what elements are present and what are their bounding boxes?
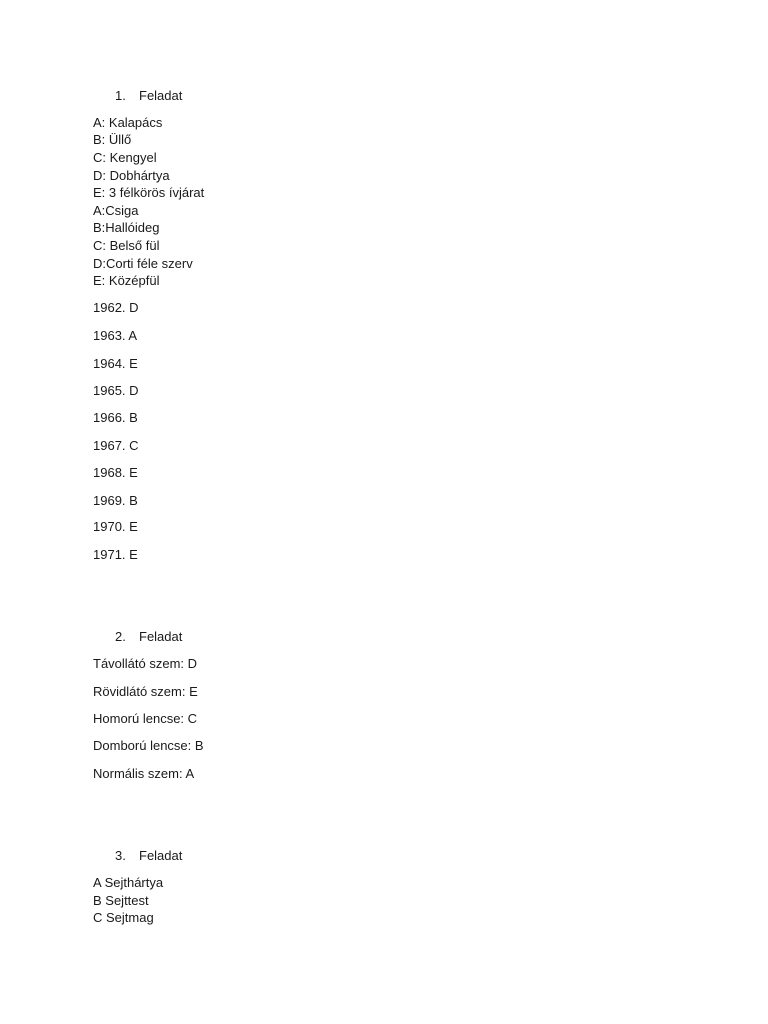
answer-line: 1967. C xyxy=(93,438,139,453)
answer-line: E: 3 félkörös ívjárat xyxy=(93,185,205,200)
answer-line: 1966. B xyxy=(93,410,138,425)
section-title: Feladat xyxy=(139,848,183,863)
answer-line: A Sejthártya xyxy=(93,875,164,890)
answer-line: A: Kalapács xyxy=(93,115,163,130)
answer-line: D: Dobhártya xyxy=(93,168,170,183)
answer-line: Távollátó szem: D xyxy=(93,656,198,671)
answer-line: D:Corti féle szerv xyxy=(93,256,193,271)
answer-line: 1971. E xyxy=(93,547,138,562)
answer-line: C: Belső fül xyxy=(93,238,160,253)
answer-line: 1969. B xyxy=(93,493,138,508)
section-heading-3 xyxy=(115,847,182,865)
answer-line: C: Kengyel xyxy=(93,150,157,165)
answer-line: Rövidlátó szem: E xyxy=(93,684,198,699)
answer-line: Homorú lencse: C xyxy=(93,711,198,726)
section-title: Feladat xyxy=(139,629,183,644)
section-number: 3. xyxy=(115,848,126,863)
section-heading-2 xyxy=(115,628,182,646)
answer-line: Normális szem: A xyxy=(93,766,195,781)
section-number: 1. xyxy=(115,88,126,103)
answer-line: Domború lencse: B xyxy=(93,738,204,753)
answer-line: B:Hallóideg xyxy=(93,220,160,235)
answer-line: 1965. D xyxy=(93,383,139,398)
answer-line: A:Csiga xyxy=(93,203,139,218)
answer-line: 1963. A xyxy=(93,328,138,343)
answer-line: 1970. E xyxy=(93,519,138,534)
answer-line: C Sejtmag xyxy=(93,910,154,925)
answer-line: 1968. E xyxy=(93,465,138,480)
answer-line: E: Középfül xyxy=(93,273,160,288)
answer-line: 1964. E xyxy=(93,356,138,371)
section-heading-1 xyxy=(115,87,182,105)
section-number: 2. xyxy=(115,629,126,644)
answer-line: B Sejttest xyxy=(93,893,149,908)
section-title: Feladat xyxy=(139,88,183,103)
answer-line: B: Üllő xyxy=(93,132,132,147)
answer-line: 1962. D xyxy=(93,300,139,315)
